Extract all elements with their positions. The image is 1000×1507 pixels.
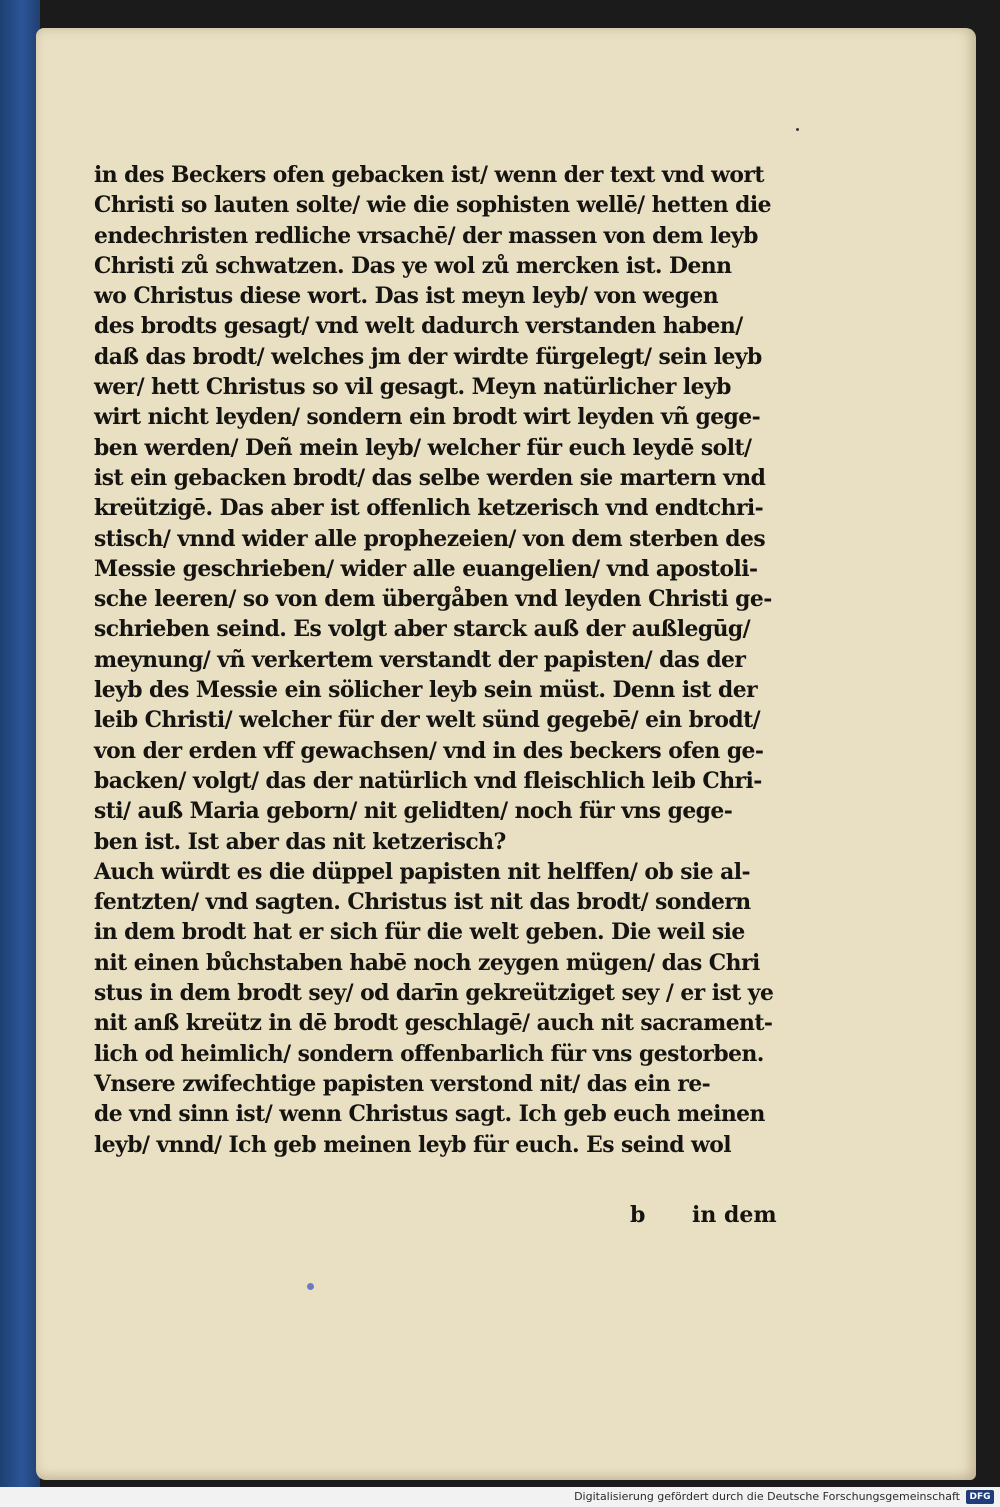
credit-text: Digitalisierung gefördert durch die Deutsche Forschungsgemeinschaft [574, 1490, 960, 1503]
text-line: ben ist. Ist aber das nit ketzerisch? [94, 828, 506, 855]
text-line: lich od heimlich/ sondern offenbarlich für vns gestorben. [94, 1040, 764, 1067]
text-line: Christi so lauten solte/ wie die sophisten wellē/ hetten die [94, 192, 772, 219]
text-line: stisch/ vnnd wider alle prophezeien/ von dem sterben des [94, 525, 766, 552]
text-line: sche leeren/ so von dem übergåben vnd leyden Christi ge- [94, 586, 772, 613]
text-line: nit einen bůchstaben habē noch zeygen mügen/ das Chri [94, 949, 760, 976]
catchword: in dem [692, 1202, 777, 1228]
paper-speck [796, 128, 799, 131]
credit-bar [0, 1487, 1000, 1507]
book-page [36, 28, 976, 1480]
text-line: kreützigē. Das aber ist offenlich ketzerisch vnd endtchri- [94, 495, 764, 522]
text-line: leib Christi/ welcher für der welt sünd gegebē/ ein brodt/ [94, 707, 761, 734]
signature-mark: b [630, 1202, 646, 1228]
text-line: leyb des Messie ein sölicher leyb sein müst. Denn ist der [94, 677, 758, 704]
text-line: stus in dem brodt sey/ od darīn gekreütziget sey / er ist ye [94, 980, 774, 1007]
dfg-logo-icon: DFG [966, 1490, 994, 1504]
text-line: Vnsere zwifechtige papisten verstond nit/ das ein re- [94, 1070, 711, 1097]
text-line: ist ein gebacken brodt/ das selbe werden sie martern vnd [94, 464, 766, 491]
text-line: nit anß kreütz in dē brodt geschlagē/ auch nit sacrament- [94, 1010, 773, 1037]
book-cover-edge [0, 0, 40, 1490]
ink-spot [307, 1283, 314, 1290]
text-line: wo Christus diese wort. Das ist meyn leyb/ von wegen [94, 283, 719, 310]
text-line: fentzten/ vnd sagten. Christus ist nit das brodt/ sondern [94, 889, 751, 916]
text-line: Auch würdt es die düppel papisten nit helffen/ ob sie al- [94, 858, 751, 885]
text-line: wer/ hett Christus so vil gesagt. Meyn natürlicher leyb [94, 374, 731, 401]
text-block [94, 160, 804, 1160]
text-line: Christi zů schwatzen. Das ye wol zů mercken ist. Denn [94, 252, 732, 279]
text-line: de vnd sinn ist/ wenn Christus sagt. Ich geb euch meinen [94, 1101, 765, 1128]
text-line: leyb/ vnnd/ Ich geb meinen leyb für euch. Es seind wol [94, 1131, 732, 1158]
text-line: in dem brodt hat er sich für die welt geben. Die weil sie [94, 919, 745, 946]
text-line: Messie geschrieben/ wider alle euangelien/ vnd apostoli- [94, 555, 758, 582]
text-line: in des Beckers ofen gebacken ist/ wenn der text vnd wort [94, 162, 764, 188]
text-line: des brodts gesagt/ vnd welt dadurch verstanden haben/ [94, 313, 743, 340]
text-line: sti/ auß Maria geborn/ nit gelidten/ noch für vns gege- [94, 798, 733, 825]
text-line: endechristen redliche vrsachē/ der massen von dem leyb [94, 222, 758, 249]
text-line: daß das brodt/ welches jm der wirdte fürgelegt/ sein leyb [94, 343, 762, 370]
text-line: meynung/ vñ verkertem verstandt der papisten/ das der [94, 646, 746, 673]
text-line: wirt nicht leyden/ sondern ein brodt wirt leyden vñ gege- [94, 404, 761, 431]
text-line: ben werden/ Deñ mein leyb/ welcher für euch leydē solt/ [94, 434, 752, 461]
text-line: von der erden vff gewachsen/ vnd in des beckers ofen ge- [94, 737, 764, 764]
text-line: schrieben seind. Es volgt aber starck auß der außlegūg/ [94, 616, 751, 643]
text-line: backen/ volgt/ das der natürlich vnd fleischlich leib Chri- [94, 767, 762, 794]
